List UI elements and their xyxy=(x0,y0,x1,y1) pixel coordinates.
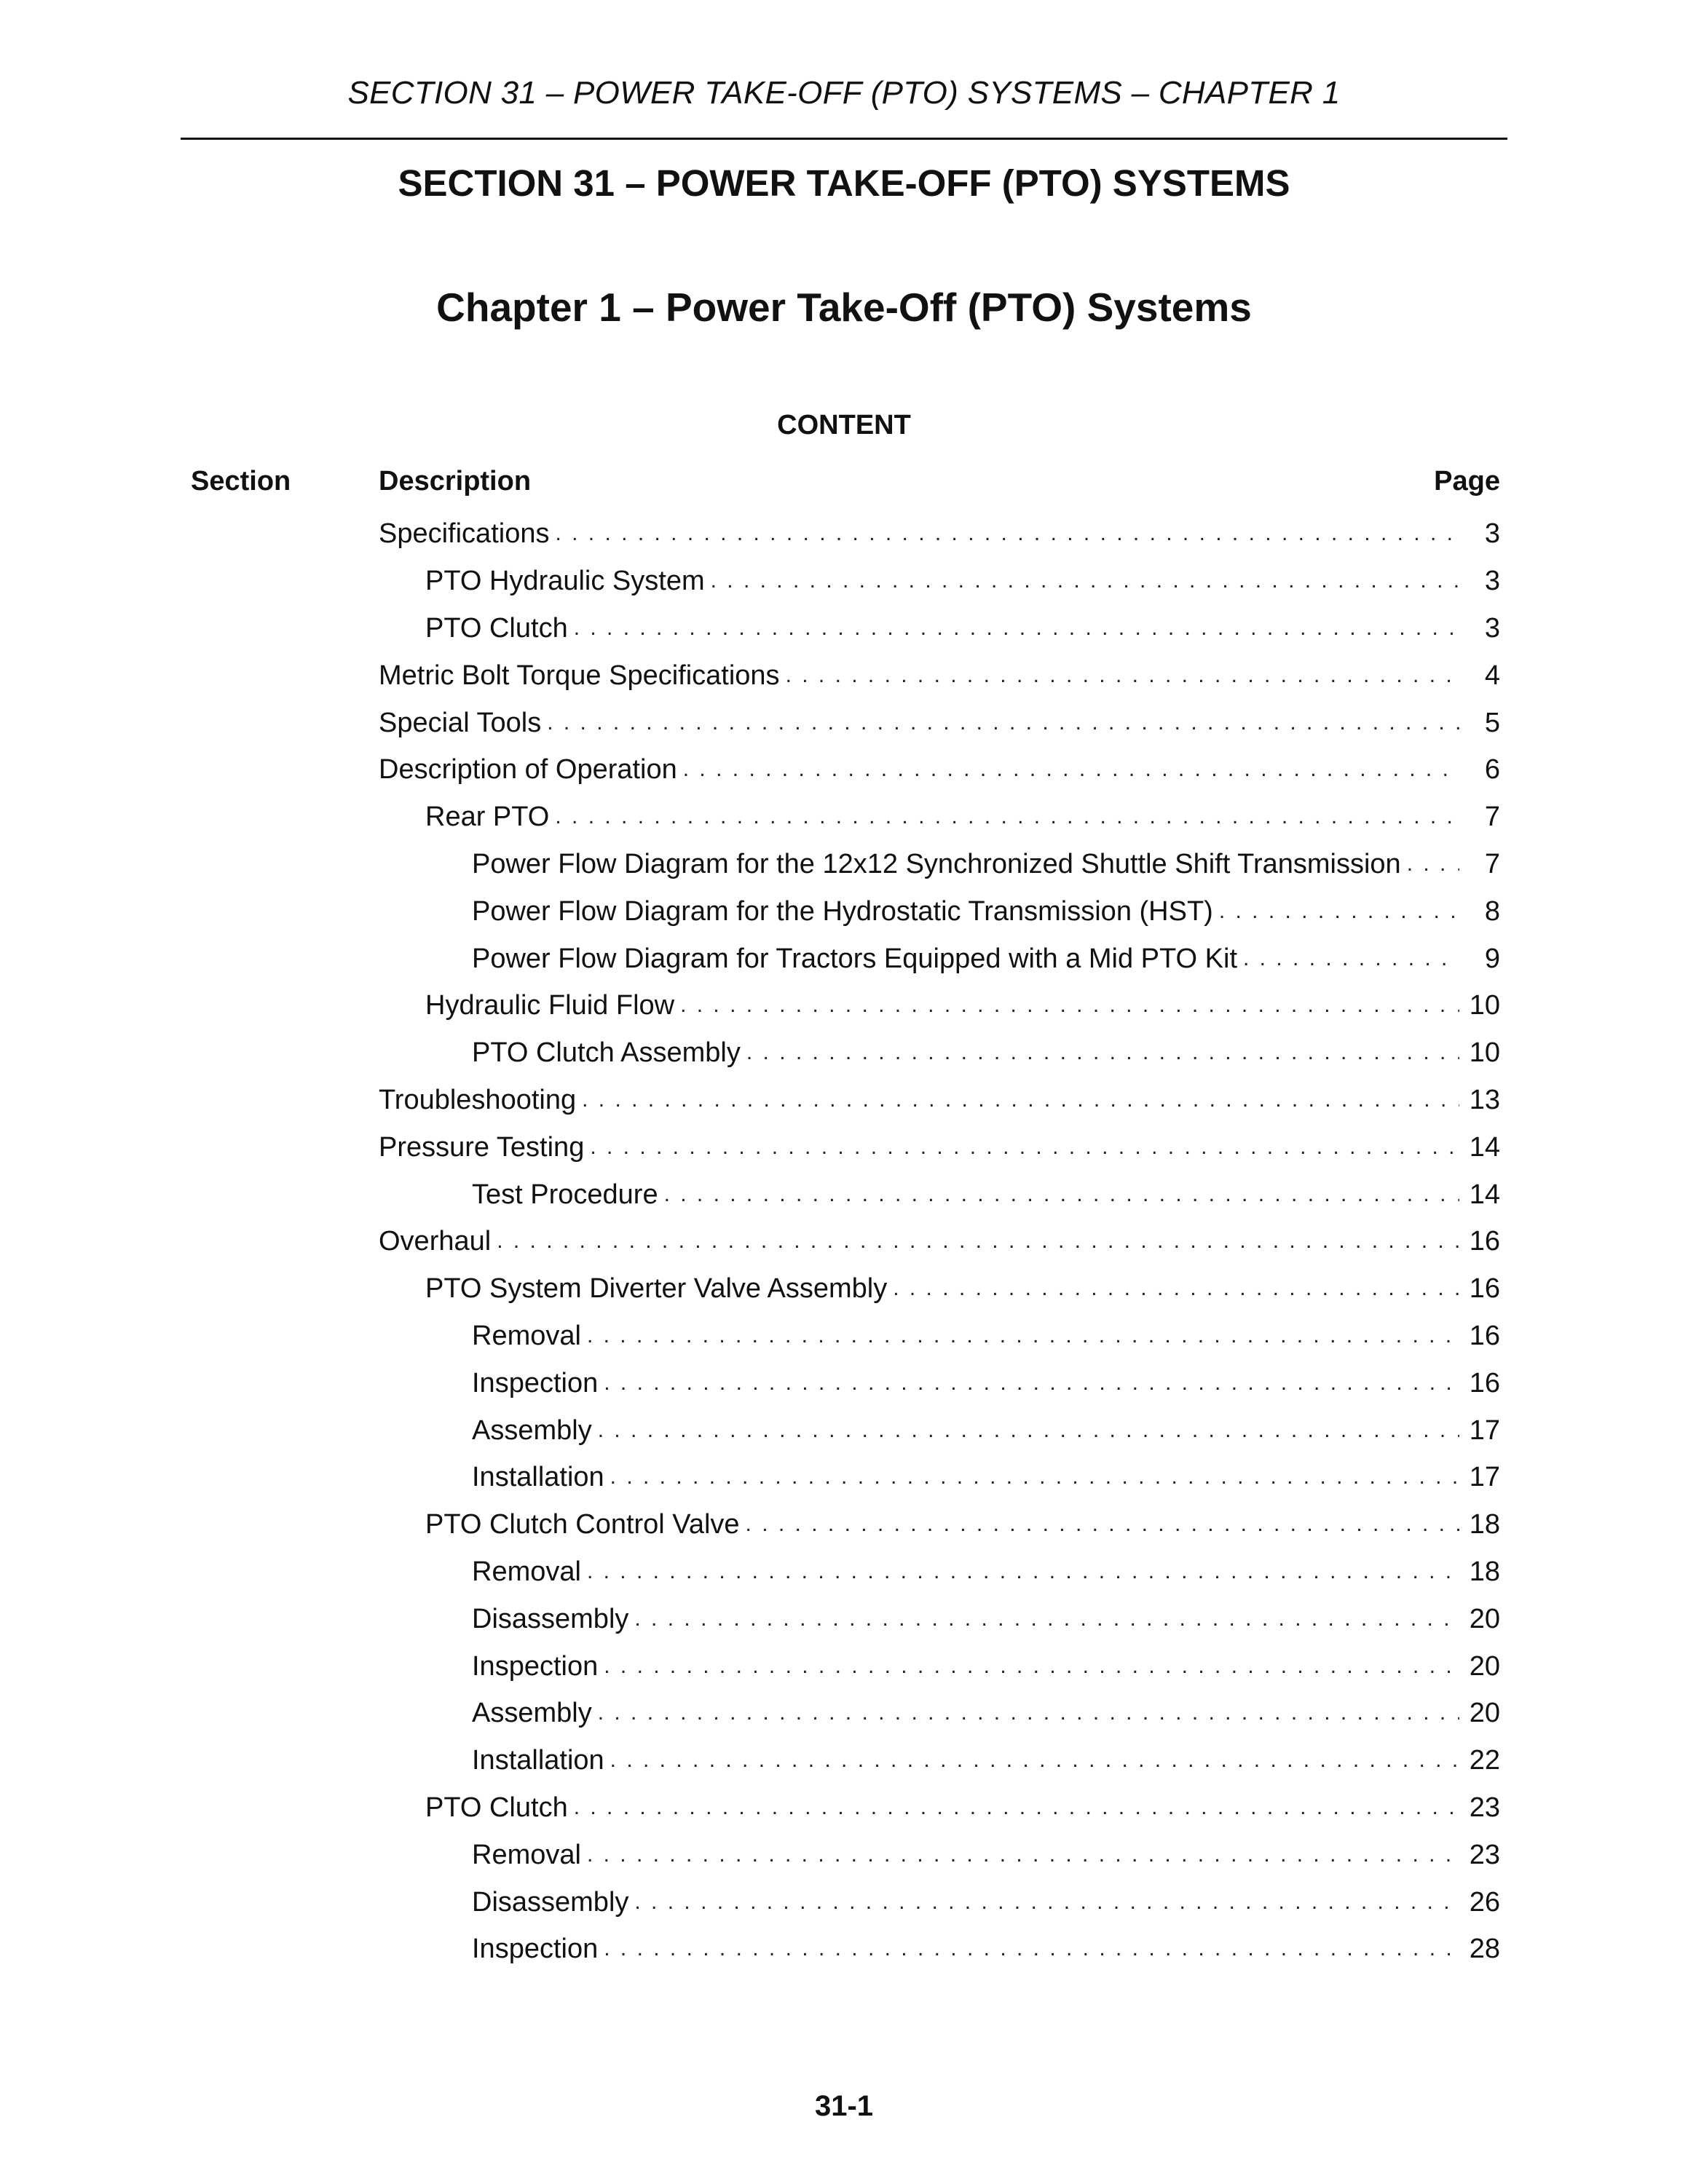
toc-entry-page: 13 xyxy=(1469,1084,1500,1115)
dot-leader xyxy=(746,1508,1459,1541)
column-header-page: Page xyxy=(1434,466,1500,496)
toc-entry[interactable] xyxy=(379,1642,1500,1690)
dot-leader xyxy=(893,1272,1459,1305)
toc-entry[interactable] xyxy=(379,1548,1500,1596)
toc-entry[interactable] xyxy=(379,605,1500,652)
toc-entry[interactable] xyxy=(379,1029,1500,1077)
toc-entry-title: PTO System Diverter Valve Assembly xyxy=(425,1273,888,1305)
toc-entry-title: Installation xyxy=(472,1745,604,1776)
toc-entry[interactable] xyxy=(379,1831,1500,1878)
toc-entry-page: 16 xyxy=(1469,1320,1500,1351)
toc-entry[interactable] xyxy=(379,1737,1500,1784)
toc-entry-title: Specifications xyxy=(379,518,550,550)
toc-entry[interactable] xyxy=(379,1171,1500,1218)
table-of-contents xyxy=(379,510,1500,1973)
dot-leader xyxy=(1243,942,1459,976)
toc-entry-page: 5 xyxy=(1484,707,1500,738)
toc-entry-title: Inspection xyxy=(472,1650,599,1682)
toc-entry[interactable] xyxy=(379,1690,1500,1737)
toc-entry-page: 7 xyxy=(1484,848,1500,879)
toc-entry-title: Disassembly xyxy=(472,1886,629,1918)
dot-leader xyxy=(598,1414,1459,1447)
toc-entry-page: 16 xyxy=(1469,1273,1500,1305)
toc-entry[interactable] xyxy=(379,794,1500,841)
dot-leader xyxy=(786,659,1459,692)
dot-leader xyxy=(680,989,1459,1022)
dot-leader xyxy=(634,1602,1459,1636)
toc-entry-title: Power Flow Diagram for the 12x12 Synchronized Shuttle Shift Transmission xyxy=(472,848,1401,879)
toc-entry-title: PTO Clutch Assembly xyxy=(472,1037,741,1069)
dot-leader xyxy=(587,1838,1459,1872)
toc-entry-page: 28 xyxy=(1469,1934,1500,1965)
chapter-title: Chapter 1 – Power Take-Off (PTO) Systems xyxy=(436,285,1252,330)
toc-entry-page: 10 xyxy=(1469,990,1500,1021)
toc-entry-title: PTO Clutch Control Valve xyxy=(425,1509,740,1540)
running-header: SECTION 31 – POWER TAKE-OFF (PTO) SYSTEMS – CHAPTER 1 xyxy=(347,75,1341,111)
dot-leader xyxy=(610,1460,1459,1494)
toc-entry-title: Removal xyxy=(472,1556,581,1587)
toc-entry-page: 3 xyxy=(1484,566,1500,597)
toc-entry[interactable] xyxy=(379,1406,1500,1454)
toc-entry[interactable] xyxy=(379,1784,1500,1832)
toc-entry-page: 17 xyxy=(1469,1462,1500,1493)
dot-leader xyxy=(497,1224,1459,1258)
dot-leader xyxy=(746,1036,1459,1069)
toc-entry-title: Inspection xyxy=(472,1367,599,1398)
toc-entry-title: Rear PTO xyxy=(425,802,550,833)
toc-entry-page: 7 xyxy=(1484,802,1500,833)
toc-entry[interactable] xyxy=(379,558,1500,605)
page-number: 31-1 xyxy=(814,2090,874,2122)
toc-entry-title: Removal xyxy=(472,1320,581,1351)
toc-entry[interactable] xyxy=(379,1501,1500,1548)
toc-entry[interactable] xyxy=(379,1313,1500,1360)
toc-entry[interactable] xyxy=(379,887,1500,935)
dot-leader xyxy=(664,1178,1459,1211)
toc-entry[interactable] xyxy=(379,1454,1500,1501)
toc-entry-page: 6 xyxy=(1484,754,1500,786)
toc-entry-page: 22 xyxy=(1469,1745,1500,1776)
toc-entry[interactable] xyxy=(379,1878,1500,1926)
toc-entry-title: Removal xyxy=(472,1839,581,1870)
dot-leader xyxy=(598,1696,1459,1730)
content-heading: CONTENT xyxy=(777,410,911,440)
toc-entry-title: Overhaul xyxy=(379,1226,492,1257)
toc-entry-title: PTO Hydraulic System xyxy=(425,566,705,597)
toc-entry-title: Test Procedure xyxy=(472,1179,658,1210)
dot-leader xyxy=(587,1555,1459,1588)
toc-entry[interactable] xyxy=(379,1265,1500,1313)
dot-leader xyxy=(582,1083,1459,1117)
toc-entry[interactable] xyxy=(379,1218,1500,1265)
dot-leader xyxy=(587,1319,1459,1353)
toc-entry-title: PTO Clutch xyxy=(425,612,568,644)
toc-entry[interactable] xyxy=(379,510,1500,558)
toc-entry[interactable] xyxy=(379,1077,1500,1124)
toc-entry-page: 10 xyxy=(1469,1037,1500,1069)
column-header-description: Description xyxy=(379,466,532,496)
toc-entry[interactable] xyxy=(379,1359,1500,1406)
toc-entry-title: Metric Bolt Torque Specifications xyxy=(379,660,780,691)
dot-leader xyxy=(555,517,1459,550)
toc-entry[interactable] xyxy=(379,699,1500,746)
toc-entry-title: Installation xyxy=(472,1462,604,1493)
toc-entry-title: Pressure Testing xyxy=(379,1131,585,1163)
toc-entry-title: Inspection xyxy=(472,1934,599,1965)
toc-entry-page: 18 xyxy=(1469,1556,1500,1587)
toc-entry-page: 20 xyxy=(1469,1698,1500,1729)
toc-entry[interactable] xyxy=(379,935,1500,982)
toc-entry[interactable] xyxy=(379,652,1500,699)
section-title: SECTION 31 – POWER TAKE-OFF (PTO) SYSTEMS xyxy=(398,162,1290,204)
toc-entry[interactable] xyxy=(379,982,1500,1029)
toc-entry-page: 20 xyxy=(1469,1650,1500,1682)
toc-entry-page: 3 xyxy=(1484,612,1500,644)
dot-leader xyxy=(1219,895,1459,928)
dot-leader xyxy=(1407,847,1459,881)
toc-entry-title: Hydraulic Fluid Flow xyxy=(425,990,675,1021)
toc-entry-page: 20 xyxy=(1469,1603,1500,1634)
header-rule xyxy=(181,138,1507,140)
dot-leader xyxy=(590,1131,1459,1164)
toc-entry-page: 14 xyxy=(1469,1131,1500,1163)
dot-leader xyxy=(604,1366,1459,1400)
toc-entry-page: 16 xyxy=(1469,1226,1500,1257)
column-header-section: Section xyxy=(191,466,291,496)
toc-entry[interactable] xyxy=(379,1595,1500,1642)
toc-entry-page: 8 xyxy=(1484,895,1500,927)
toc-entry[interactable] xyxy=(379,841,1500,888)
toc-entry[interactable] xyxy=(379,746,1500,794)
dot-leader xyxy=(574,612,1459,645)
toc-entry-title: Assembly xyxy=(472,1698,592,1729)
toc-entry-title: Troubleshooting xyxy=(379,1084,577,1115)
toc-entry-page: 18 xyxy=(1469,1509,1500,1540)
toc-entry-title: Description of Operation xyxy=(379,754,677,786)
toc-entry-page: 23 xyxy=(1469,1792,1500,1823)
toc-entry-title: Assembly xyxy=(472,1415,592,1446)
dot-leader xyxy=(610,1744,1459,1777)
toc-entry[interactable] xyxy=(379,1926,1500,1973)
dot-leader xyxy=(604,1932,1459,1966)
toc-entry[interactable] xyxy=(379,1123,1500,1171)
toc-entry-page: 26 xyxy=(1469,1886,1500,1918)
toc-entry-title: Power Flow Diagram for Tractors Equipped with a Mid PTO Kit xyxy=(472,943,1238,974)
dot-leader xyxy=(555,800,1459,834)
dot-leader xyxy=(711,564,1459,598)
toc-entry-title: PTO Clutch xyxy=(425,1792,568,1823)
toc-entry-page: 16 xyxy=(1469,1367,1500,1398)
toc-entry-title: Power Flow Diagram for the Hydrostatic Transmission (HST) xyxy=(472,895,1213,927)
toc-entry-page: 9 xyxy=(1484,943,1500,974)
toc-entry-page: 23 xyxy=(1469,1839,1500,1870)
dot-leader xyxy=(547,706,1459,740)
dot-leader xyxy=(634,1886,1459,1919)
toc-entry-title: Special Tools xyxy=(379,707,542,738)
toc-entry-page: 4 xyxy=(1484,660,1500,691)
toc-entry-page: 17 xyxy=(1469,1415,1500,1446)
dot-leader xyxy=(574,1791,1459,1824)
dot-leader xyxy=(604,1650,1459,1683)
toc-entry-page: 14 xyxy=(1469,1179,1500,1210)
toc-entry-page: 3 xyxy=(1484,518,1500,550)
toc-entry-title: Disassembly xyxy=(472,1603,629,1634)
dot-leader xyxy=(683,753,1459,786)
